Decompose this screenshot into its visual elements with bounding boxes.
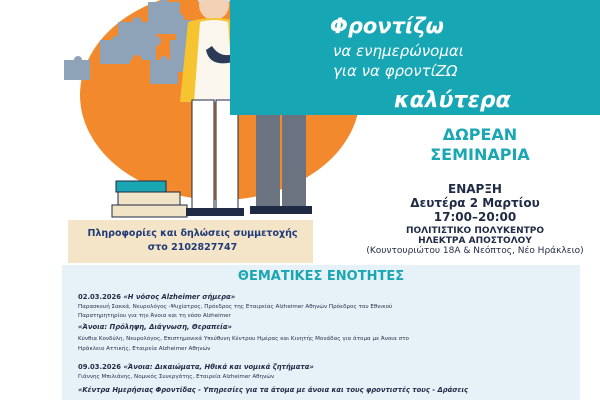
session-1-date: 02.03.2026 [78, 293, 121, 301]
venue-name: ΠΟΛΙΤΙΣΤΙΚΟ ΠΟΛΥΚΕΝΤΡΟ [405, 226, 545, 236]
session-3-heading [78, 363, 314, 371]
venue-address: (Κουντουριώτου 18Α & Νεόπτος, Νέο Ηράκλειο) [366, 246, 584, 256]
title-line-1: Φροντίζω [330, 14, 444, 38]
title-line-2: να ενημερώνομαι [333, 42, 464, 60]
title-line-4: καλύτερα [394, 88, 511, 113]
start-label: ΕΝΑΡΞΗ [448, 182, 502, 196]
books-icon [112, 181, 187, 217]
event-details [350, 182, 600, 256]
info-line-1: Πληροφορίες και δηλώσεις συμμετοχής [87, 228, 298, 239]
session-3-speaker-line-1: Γιάννης Μπιλιάνης, Νομικός Συνεργάτης, Εταιρεία Alzheimer Αθηνών [78, 374, 275, 380]
session-1-speaker-line-2: Παρατηρητηρίου για την Άνοια και τη νόσο Alzheimer [78, 313, 231, 319]
session-2-topic: «Άνοια: Πρόληψη, Διάγνωση, Θεραπεία» [78, 323, 232, 331]
free-seminars-heading [380, 125, 580, 165]
free-seminars-line-2: ΣΕΜΙΝΑΡΙΑ [430, 145, 530, 164]
session-2-heading [78, 323, 232, 331]
free-seminars-line-1: ΔΩΡΕΑΝ [442, 125, 518, 144]
venue-org: ΗΛΕΚΤΡΑ ΑΠΟΣΤΟΛΟΥ [418, 236, 532, 246]
start-time: 17:00–20:00 [433, 210, 517, 224]
session-1-speaker-line-1: Παρασκευή Σακκά, Νευρολόγος -Ψυχίατρος, Πρόεδρος της Εταιρείας Alzheimer Αθηνών Πρόεδρος του Εθνικού [78, 304, 393, 310]
session-4-heading [78, 386, 468, 394]
info-text [75, 227, 310, 255]
session-1-topic: «Η νόσος Alzheimer σήμερα» [123, 293, 236, 301]
session-4-topic: «Κέντρα Ημερήσιας Φροντίδας - Υπηρεσίες για τα άτομα με άνοια και τους φροντιστές τους - Δράσεις [78, 386, 468, 394]
session-2-speaker-line-1: Κύνθια Κονδύλη, Νευρολόγος, Επιστημονικά Υπεύθυνη Κέντρου Ημέρας και Κινητής Μονάδας για άτομα με Άνοια στο [78, 336, 409, 342]
start-date: Δευτέρα 2 Μαρτίου [410, 196, 540, 210]
session-3-topic: «Άνοια: Δικαιώματα, Ηθικά και νομικά ζητήματα» [123, 363, 314, 371]
info-line-2: στο 2102827747 [147, 242, 238, 253]
session-3-date: 09.03.2026 [78, 363, 121, 371]
title-line-3: για να φροντίΖΩ [333, 62, 458, 80]
session-1-heading [78, 293, 235, 301]
session-2-speaker-line-2: Ηράκλειο Αττικής, Εταιρεία Alzheimer Αθηνών [78, 346, 211, 352]
topics-title: ΘΕΜΑΤΙΚΕΣ ΕΝΟΤΗΤΕΣ [237, 269, 405, 284]
